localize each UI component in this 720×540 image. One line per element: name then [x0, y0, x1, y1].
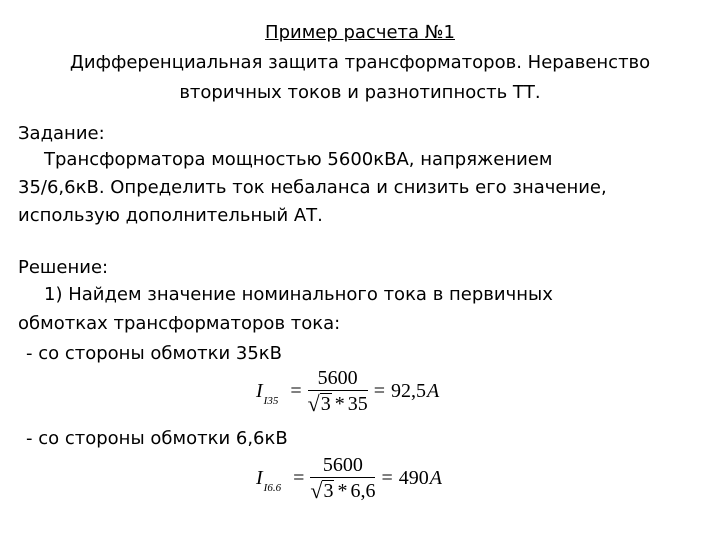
slide-subtitle-line1: Дифференциальная защита трансформаторов. Неравенство — [69, 52, 651, 73]
formula-66-result — [399, 467, 442, 490]
formula-66-fraction — [310, 455, 375, 502]
formula-current-35kv — [256, 368, 439, 415]
formula-35-numerator: 5600 — [317, 367, 358, 389]
slide-title: Пример расчета №1 — [265, 22, 455, 43]
formula-66-result-value: 490 — [398, 467, 429, 489]
formula-35-fraction — [308, 368, 368, 415]
formula-35-equals-2: = — [373, 380, 385, 402]
slide-subtitle-line2: вторичных токов и разнотипность ТТ. — [179, 82, 541, 103]
formula-35-subscript: I35 — [263, 395, 279, 407]
step1-text-line1: 1) Найдем значение номинального тока в первичных — [44, 284, 553, 305]
formula-66-equals-2: = — [381, 467, 393, 489]
formula-66-sqrt — [310, 480, 334, 502]
formula-66-equals-1: = — [293, 467, 305, 489]
solution-heading: Решение: — [18, 257, 109, 278]
sqrt-icon: √ — [307, 391, 320, 416]
formula-current-66kv — [256, 455, 442, 502]
formula-35-result — [391, 380, 439, 403]
formula-35-den-value: 35 — [347, 393, 368, 415]
formula-66-sqrt-arg: 3 — [323, 480, 334, 502]
formula-66-subscript: I6.6 — [263, 482, 282, 494]
formula-35-unit: A — [426, 380, 440, 402]
formula-35-denominator — [308, 391, 368, 415]
task-text-line3: использую дополнительный АТ. — [18, 205, 323, 226]
side-66kv-label: - со стороны обмотки 6,6кВ — [26, 428, 288, 449]
formula-66-denominator — [310, 478, 375, 502]
step1-text-line2: обмотках трансформаторов тока: — [18, 313, 341, 334]
formula-35-sqrt-arg: 3 — [320, 393, 331, 415]
formula-66-operator: * — [337, 480, 348, 502]
formula-35-lhs — [256, 380, 279, 407]
sqrt-icon: √ — [310, 478, 323, 503]
formula-35-result-value: 92,5 — [390, 380, 426, 402]
formula-66-den-value: 6,6 — [350, 480, 376, 502]
formula-66-numerator: 5600 — [322, 454, 363, 476]
formula-35-sqrt — [308, 393, 332, 415]
formula-66-symbol: I — [256, 467, 263, 489]
side-35kv-label: - со стороны обмотки 35кВ — [26, 343, 282, 364]
task-text-line2: 35/6,6кВ. Определить ток небаланса и снизить его значение, — [18, 177, 607, 198]
formula-35-equals-1: = — [290, 380, 302, 402]
formula-35-symbol: I — [256, 380, 263, 402]
formula-66-lhs — [256, 467, 282, 494]
task-heading: Задание: — [18, 123, 105, 144]
formula-66-unit: A — [429, 467, 442, 489]
task-text-line1: Трансформатора мощностью 5600кВА, напряжением — [44, 149, 553, 170]
formula-35-operator: * — [334, 393, 345, 415]
